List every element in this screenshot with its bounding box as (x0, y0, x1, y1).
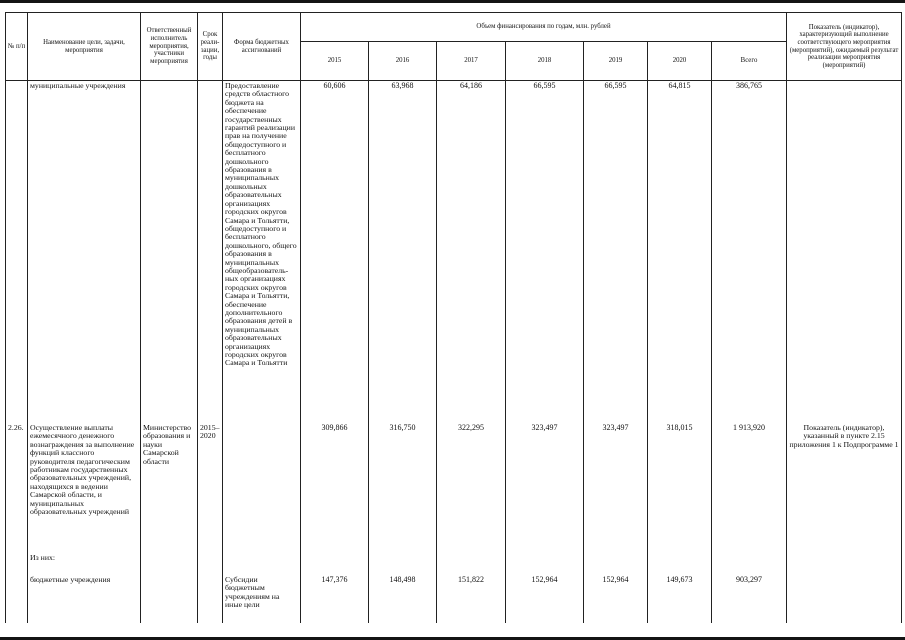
cell-indicator (787, 575, 902, 623)
cell-2019: 66,595 (584, 81, 648, 424)
cell-term: 2015–2020 (198, 423, 223, 553)
cell-term (198, 575, 223, 623)
cell-2016 (369, 553, 437, 575)
cell-form: Субсидии бюджетным учреждениям на иные цели (223, 575, 301, 623)
header-year-2015: 2015 (301, 42, 369, 81)
cell-indicator (787, 553, 902, 575)
cell-total: 386,765 (712, 81, 787, 424)
cell-executor (141, 81, 198, 424)
header-year-2017: 2017 (437, 42, 506, 81)
header-year-2019: 2019 (584, 42, 648, 81)
cell-num: 2.26. (6, 423, 28, 553)
header-row-top (6, 13, 902, 42)
cell-executor: Министерство образования и науки Самарской области (141, 423, 198, 553)
cell-indicator: Показатель (индикатор), указанный в пункте 2.15 приложения 1 к Подпрограмме 1 (787, 423, 902, 553)
header-funding: Объем финансирования по годам, млн. рублей (301, 13, 787, 42)
cell-2017: 151,822 (437, 575, 506, 623)
document-sheet (5, 12, 901, 632)
cell-name: Осуществление выплаты ежемесячного денежного вознаграждения за выполнение функций классного руководителя педагогическим работникам государственных образовательных учреждений, находящихся в ведении Самарской области, и муниципальных образовательных учреждений (28, 423, 141, 553)
cell-2019: 323,497 (584, 423, 648, 553)
cell-name: бюджетные учреждения (28, 575, 141, 623)
cell-2015: 60,606 (301, 81, 369, 424)
cell-num (6, 575, 28, 623)
header-executor: Ответственный исполнитель мероприятия, участники мероприятия (141, 13, 198, 81)
header-term: Срок реали-зации, годы (198, 13, 223, 81)
cell-total: 1 913,920 (712, 423, 787, 553)
cell-2020: 149,673 (648, 575, 712, 623)
header-year-2016: 2016 (369, 42, 437, 81)
cell-term (198, 553, 223, 575)
table-row (6, 553, 902, 575)
cell-2016: 316,750 (369, 423, 437, 553)
header-name: Наименование цели, задачи, мероприятия (28, 13, 141, 81)
cell-2019 (584, 553, 648, 575)
cell-2020: 64,815 (648, 81, 712, 424)
cell-2020 (648, 553, 712, 575)
cell-name: Из них: (28, 553, 141, 575)
cell-form (223, 553, 301, 575)
header-num: № п/п (6, 13, 28, 81)
cell-executor (141, 575, 198, 623)
cell-2017 (437, 553, 506, 575)
funding-table (5, 12, 902, 623)
cell-2015: 309,866 (301, 423, 369, 553)
header-form: Форма бюджетных ассигнований (223, 13, 301, 81)
cell-executor (141, 553, 198, 575)
cell-2018 (506, 553, 584, 575)
table-row (6, 81, 902, 424)
cell-2019: 152,964 (584, 575, 648, 623)
cell-form: Предоставление средств областного бюджета на обеспечение государственных гарантий реализации прав на получение общедоступного и бесплатного дошкольного образования в муниципальных дошкольных образовательных организациях городских округов Самара и Тольятти, общедоступного и бесплатного дошкольного, общего образования в муниципальных общеобразователь-ных организациях городских округов Самара и Тольятти, обеспечение дополнительного образования детей в муниципальных образовательных организациях городских округов Самара и Тольятти (223, 81, 301, 424)
cell-num (6, 81, 28, 424)
table-row (6, 575, 902, 623)
cell-num (6, 553, 28, 575)
cell-2017: 64,186 (437, 81, 506, 424)
cell-total (712, 553, 787, 575)
cell-2018: 66,595 (506, 81, 584, 424)
cell-form (223, 423, 301, 553)
cell-term (198, 81, 223, 424)
cell-2015 (301, 553, 369, 575)
header-year-2018: 2018 (506, 42, 584, 81)
cell-2020: 318,015 (648, 423, 712, 553)
cell-2015: 147,376 (301, 575, 369, 623)
cell-indicator (787, 81, 902, 424)
scan-top-edge (0, 0, 905, 3)
header-indicator: Показатель (индикатор), характеризующий выполнение соответствующего мероприятия (мероприятий), ожидаемый результат реализации мероприятия (мероприятий) (787, 13, 902, 81)
cell-2016: 148,498 (369, 575, 437, 623)
header-total: Всего (712, 42, 787, 81)
header-year-2020: 2020 (648, 42, 712, 81)
cell-total: 903,297 (712, 575, 787, 623)
cell-name: муниципальные учреждения (28, 81, 141, 424)
cell-2018: 152,964 (506, 575, 584, 623)
table-row (6, 423, 902, 553)
cell-2016: 63,968 (369, 81, 437, 424)
cell-2017: 322,295 (437, 423, 506, 553)
cell-2018: 323,497 (506, 423, 584, 553)
